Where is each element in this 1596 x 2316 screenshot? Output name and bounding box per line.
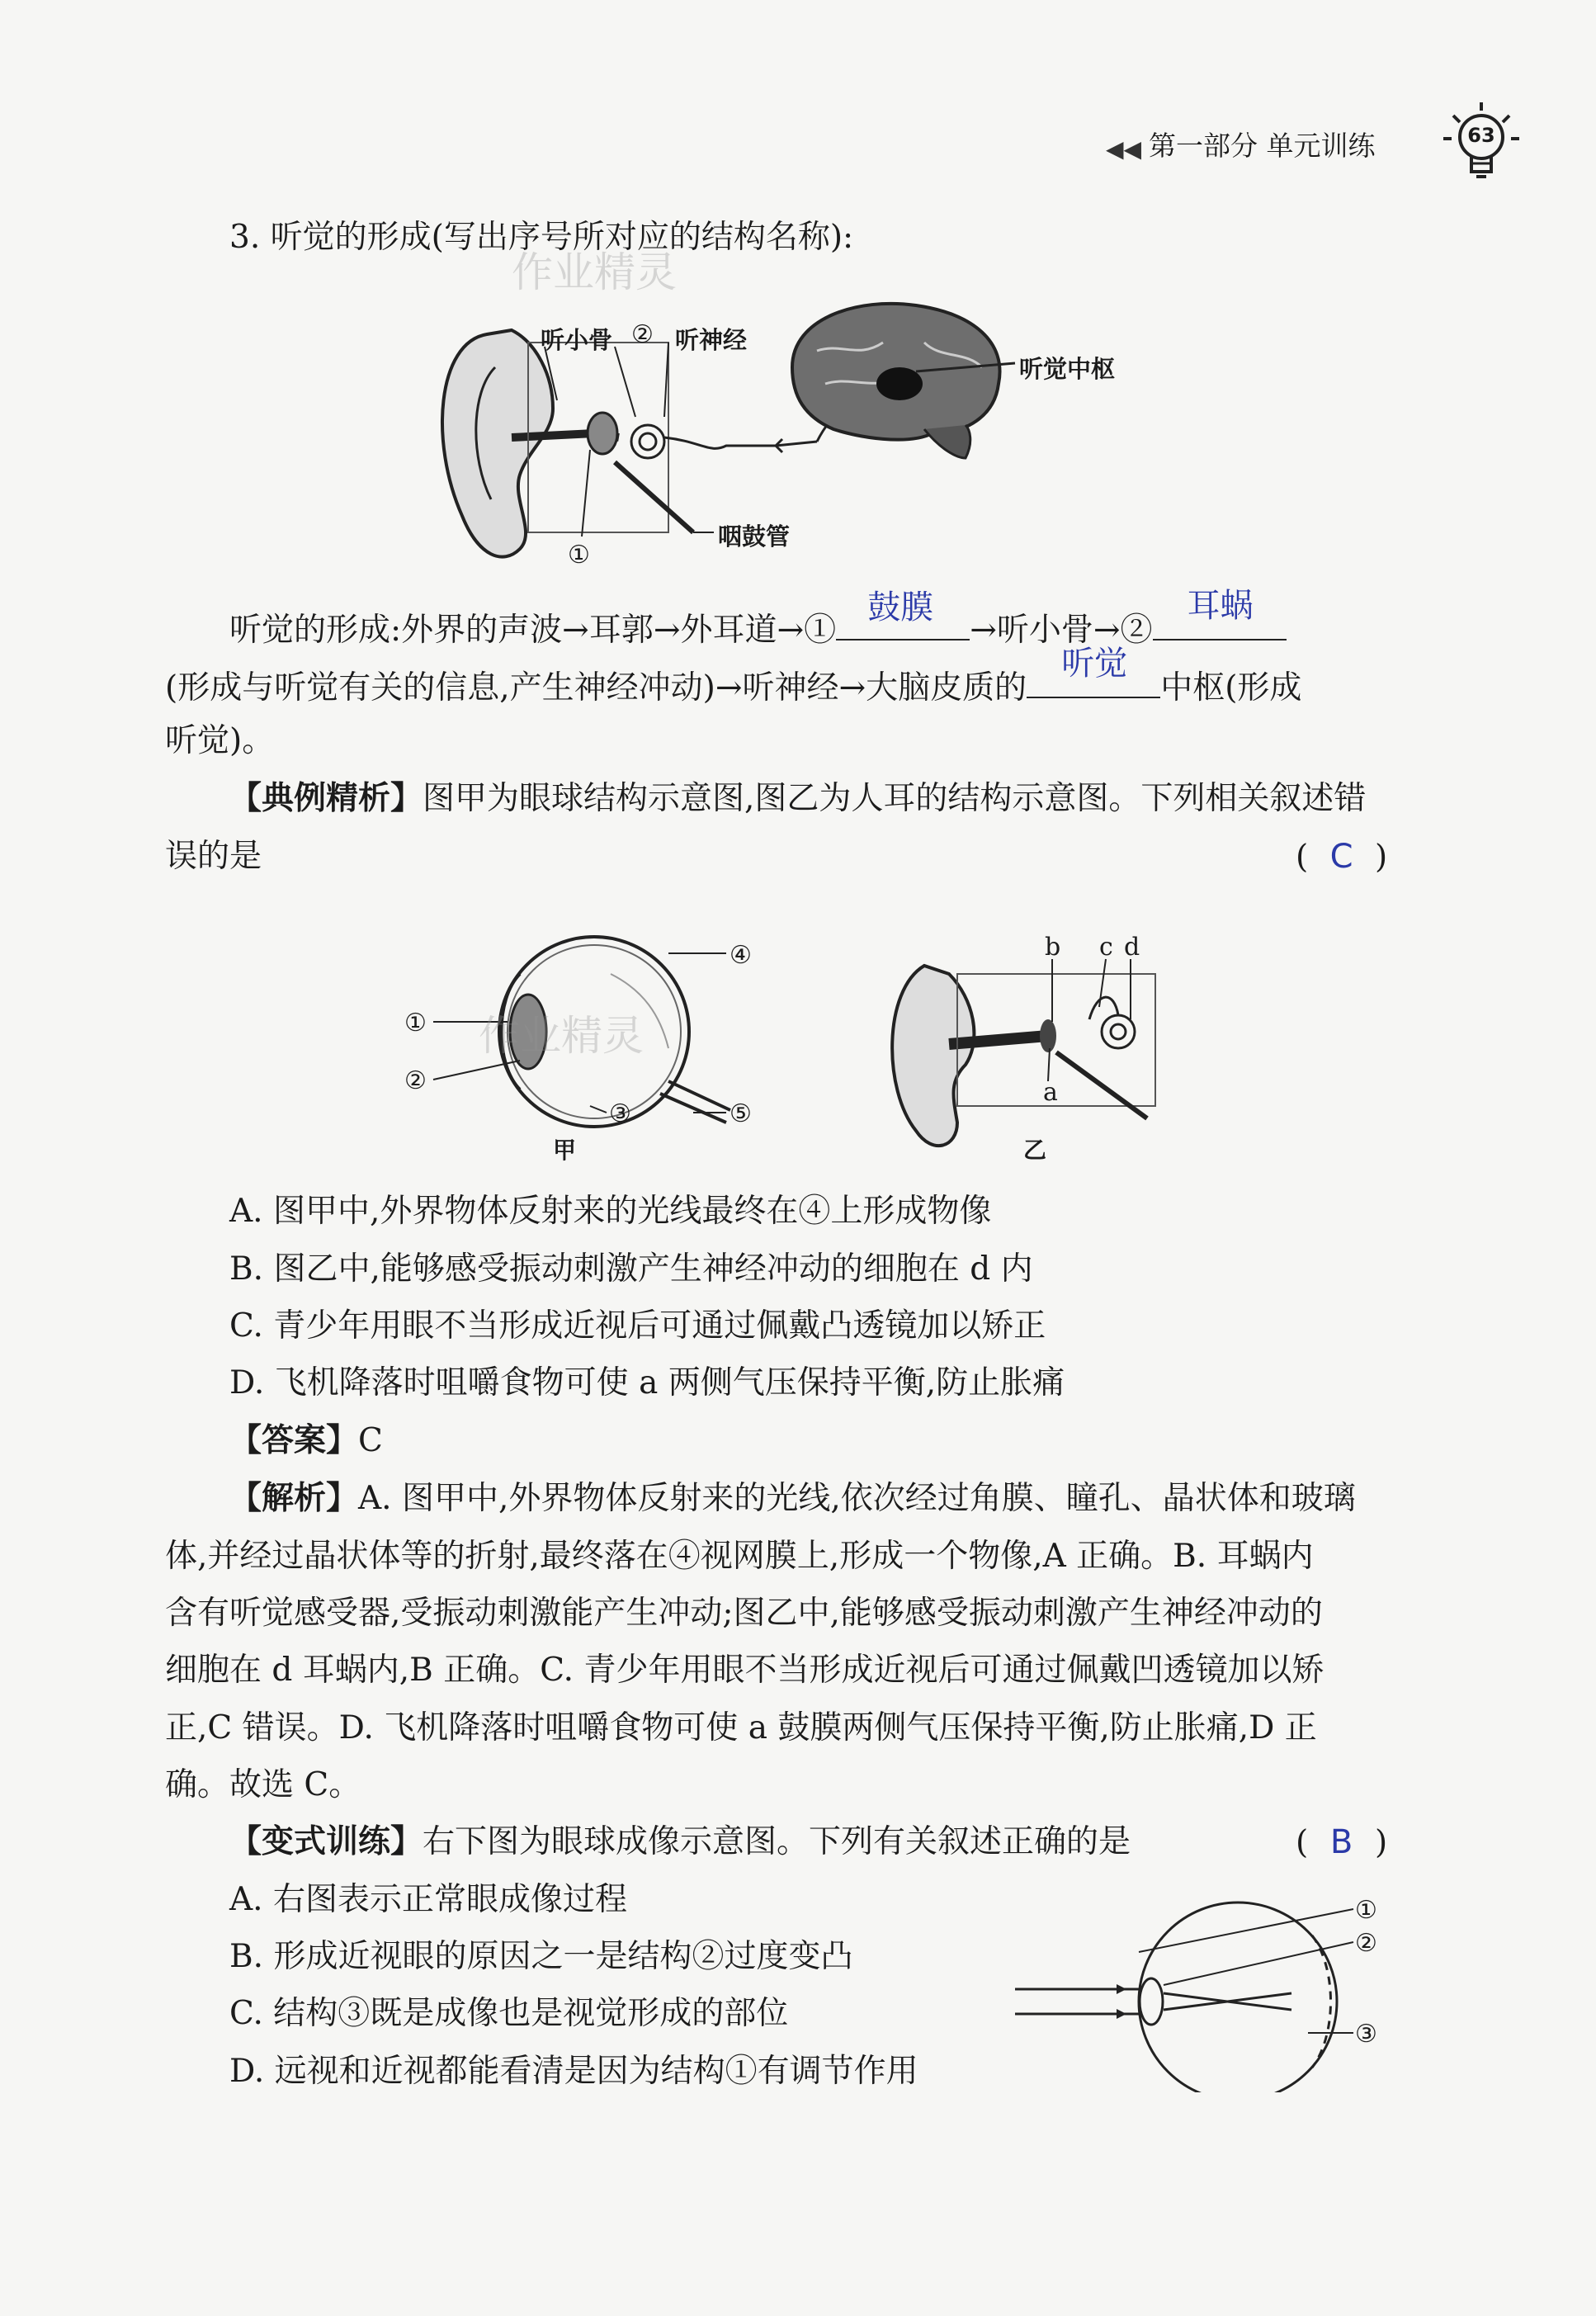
yi-label-c: c	[1099, 933, 1113, 962]
variant-option-c: C. 结构③既是成像也是视觉形成的部位	[229, 1995, 789, 2032]
variant-label-2: ②	[1355, 1929, 1377, 1958]
jia-label-5: ⑤	[730, 1099, 752, 1128]
yi-label-d: d	[1124, 933, 1140, 962]
q3-line1-b: →听小骨→②	[970, 612, 1153, 649]
variant-label-1: ①	[1355, 1896, 1377, 1925]
variant-stem	[229, 1823, 1131, 1860]
paren-left: (	[1296, 839, 1309, 876]
variant-answer-paren	[1296, 1823, 1388, 1861]
q3-line2	[165, 645, 1302, 707]
q3-line1-a: 听觉的形成:外界的声波→耳郭→外耳道→①	[229, 612, 837, 649]
ear-brain-figure	[429, 293, 1172, 574]
jia-caption: 甲	[553, 1137, 577, 1164]
label-num2: ②	[631, 320, 654, 349]
yi-label-b: b	[1045, 933, 1061, 962]
analysis-line-4: 细胞在 d 耳蜗内,B 正确。C. 青少年用眼不当形成近视后可通过佩戴凹透镜加以矫	[165, 1652, 1324, 1689]
watermark-1: 作业精灵	[512, 248, 677, 296]
example-stem-1	[229, 782, 1366, 815]
variant-option-d: D. 远视和近视都能看清是因为结构①有调节作用	[229, 2053, 918, 2090]
variant-paren-left: (	[1296, 1824, 1309, 1861]
figure-yi	[883, 933, 1180, 1180]
analysis-line-5: 正,C 错误。D. 飞机降落时咀嚼食物可使 a 鼓膜两侧气压保持平衡,防止胀痛,D 正	[165, 1709, 1317, 1746]
page-number: 63	[1467, 124, 1495, 147]
paren-right: )	[1375, 839, 1388, 876]
example-stem-text: 图甲为眼球结构示意图,图乙为人耳的结构示意图。下列相关叙述错	[423, 780, 1367, 817]
variant-tag: 【变式训练】	[229, 1823, 423, 1860]
label-tube: 咽鼓管	[718, 522, 791, 551]
answer-3: 听觉	[1061, 645, 1128, 683]
analysis-line-3: 含有听觉感受器,受振动刺激能产生冲动;图乙中,能够感受振动刺激产生神经冲动的	[165, 1595, 1323, 1632]
variant-option-a: A. 右图表示正常眼成像过程	[229, 1881, 627, 1918]
label-center: 听觉中枢	[1019, 355, 1116, 383]
yi-label-a: a	[1043, 1078, 1058, 1107]
label-ossicles: 听小骨	[541, 326, 613, 354]
answer-1: 鼓膜	[867, 588, 934, 626]
variant-figure	[1015, 1878, 1411, 2092]
q3-line2-b: 中枢(形成	[1160, 669, 1302, 707]
analysis-line-2: 体,并经过晶状体等的折射,最终落在④视网膜上,形成一个物像,A 正确。B. 耳蜗内	[165, 1538, 1314, 1575]
rewind-icon: ◀◀	[1106, 135, 1142, 163]
jia-label-2: ②	[404, 1066, 427, 1095]
variant-answer: B	[1329, 1823, 1353, 1861]
watermark-2: 作业精灵	[479, 1012, 644, 1060]
option-a: A. 图甲中,外界物体反射来的光线最终在④上形成物像	[229, 1193, 992, 1230]
blank-1	[836, 588, 970, 640]
q3-line1	[229, 587, 1287, 649]
analysis-line-6: 确。故选 C。	[165, 1766, 361, 1803]
option-b: B. 图乙中,能够感受振动刺激产生神经冲动的细胞在 d 内	[229, 1250, 1033, 1288]
q3-line2-a: (形成与听觉有关的信息,产生神经冲动)→听神经→大脑皮质的	[165, 669, 1027, 707]
blank-3	[1027, 645, 1160, 698]
jia-label-4: ④	[730, 941, 752, 970]
answer-tag: 【答案】	[229, 1422, 359, 1459]
eye-imaging-diagram	[1015, 1878, 1411, 2092]
answer-2: 耳蜗	[1187, 587, 1254, 625]
analysis-text-1: A. 图甲中,外界物体反射来的光线,依次经过角膜、瞳孔、晶状体和玻璃	[358, 1480, 1356, 1517]
option-c: C. 青少年用眼不当形成近视后可通过佩戴凸透镜加以矫正	[229, 1307, 1046, 1345]
q3-title: 3. 听觉的形成(写出序号所对应的结构名称):	[229, 219, 854, 256]
jia-label-1: ①	[404, 1009, 427, 1037]
answer-value: C	[358, 1422, 383, 1459]
answer-line	[229, 1422, 383, 1459]
label-nerve: 听神经	[675, 326, 748, 354]
analysis-tag: 【解析】	[229, 1480, 359, 1517]
example-stem-2: 误的是	[165, 838, 262, 875]
example-answer-paren	[1296, 838, 1388, 876]
page-number-badge	[1440, 97, 1523, 188]
analysis-line-1	[229, 1482, 1356, 1515]
example-answer: C	[1329, 838, 1353, 876]
blank-2	[1153, 587, 1287, 640]
option-d: D. 飞机降落时咀嚼食物可使 a 两侧气压保持平衡,防止胀痛	[229, 1364, 1065, 1401]
variant-option-b: B. 形成近视眼的原因之一是结构②过度变凸	[229, 1938, 853, 1975]
variant-label-3: ③	[1355, 2020, 1377, 2049]
variant-paren-right: )	[1375, 1824, 1388, 1861]
header-section: 第一部分 单元训练	[1149, 130, 1376, 162]
q3-line3: 听觉)。	[165, 722, 275, 759]
variant-stem-text: 右下图为眼球成像示意图。下列有关叙述正确的是	[423, 1823, 1131, 1860]
yi-caption: 乙	[1023, 1137, 1047, 1164]
example-tag: 【典例精析】	[229, 780, 423, 817]
jia-label-3: ③	[609, 1099, 631, 1128]
label-num1: ①	[568, 541, 590, 570]
